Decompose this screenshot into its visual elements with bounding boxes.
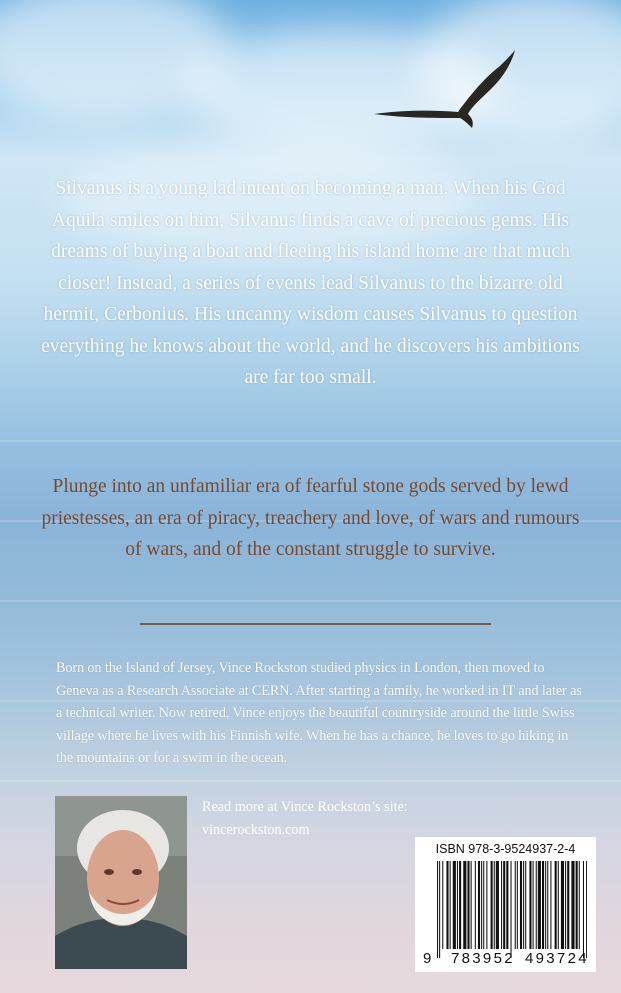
barcode-bar (565, 861, 566, 949)
barcode-bar (501, 861, 502, 949)
barcode-bar (494, 861, 495, 949)
barcode-bar (481, 861, 482, 949)
barcode-bar (576, 861, 578, 949)
barcode-bar (491, 861, 493, 949)
barcode-bar (538, 861, 541, 949)
barcode-bar (475, 861, 476, 949)
barcode-bar (486, 861, 487, 949)
barcode-bar (442, 861, 443, 949)
water-ripple (0, 780, 621, 782)
barcode-bar (561, 861, 564, 949)
water-ripple (0, 440, 621, 442)
barcode-bar (545, 861, 546, 949)
barcode-right-digits: 493724 (525, 950, 589, 966)
barcode-bar (542, 861, 544, 949)
author-website-link[interactable]: vincerockston.com (202, 822, 310, 838)
bird-icon (372, 48, 517, 130)
read-more (202, 796, 408, 842)
barcode-lead-digit: 9 (423, 950, 432, 966)
author-photo (55, 796, 187, 969)
author-bio: Born on the Island of Jersey, Vince Rockston studied physics in London, then moved to Geneva as a Research Associate at CERN. After starting a family, he worked in IT and later as a technical writer. Now retired, Vince enjoys the beautiful countryside around the little Swiss village where he lives with his Finnish wife. When he has a chance, he loves to go hiking in the mountains or for a swim in the ocean. (56, 660, 582, 767)
barcode-bar (515, 861, 516, 949)
barcode-bar (517, 861, 518, 949)
barcode-bar (579, 861, 580, 949)
barcode-bar (533, 861, 534, 949)
barcode-bar (523, 861, 524, 949)
barcode-bar (453, 861, 456, 949)
barcode-bar (483, 861, 484, 949)
barcode-bar (463, 861, 466, 949)
barcode-bar (439, 861, 440, 958)
barcode-bar (536, 861, 537, 949)
barcode-bar (583, 861, 584, 958)
barcode-bar (437, 861, 438, 958)
barcode-bar (525, 861, 526, 949)
barcode-bar (496, 861, 499, 949)
barcode-bar (450, 861, 451, 949)
barcode-bar (471, 861, 472, 949)
barcode-bar (520, 861, 522, 949)
barcode-bar (503, 861, 505, 949)
barcode-left-digits: 783952 (451, 950, 515, 966)
barcode-bar (558, 861, 559, 949)
read-more-label: Read more at Vince Rockston’s site: (202, 799, 408, 815)
barcode-bar (478, 861, 480, 949)
barcode-bar (567, 861, 569, 949)
barcode-bar (555, 861, 557, 949)
isbn-barcode (415, 837, 596, 972)
water-ripple (0, 600, 621, 602)
barcode-bar (547, 861, 548, 949)
divider (140, 623, 491, 625)
barcode-bar (446, 861, 448, 949)
barcode-bar (459, 861, 461, 949)
barcode-bar (586, 861, 587, 958)
barcode-bar (506, 861, 508, 949)
blurb-paragraph-1: Silvanus is a young lad intent on becoming a man. When his God Aquila smiles on him, Silvanus finds a cave of precious gems. His dreams of buying a boat and fleeing his island home are that much closer! Instead, a series of events lead Silvanus to the bizarre old hermit, Cerbonius. His uncanny wisdom causes Silvanus to question everything he knows about the world, and he discovers his ambitions are far too small. (41, 178, 580, 388)
barcode-bar (457, 861, 458, 949)
barcode-bars (437, 861, 587, 958)
isbn-label: ISBN 978-3-9524937-2-4 (435, 842, 576, 856)
blurb-paragraph-2: Plunge into an unfamiliar era of fearful stone gods served by lewd priestesses, an era of piracy, treachery and love, of wars and rumours of wars, and of the constant struggle to survive. (41, 476, 580, 560)
barcode-bar (467, 861, 469, 949)
barcode-digits (421, 948, 593, 966)
barcode-bar (550, 861, 551, 949)
barcode-bar (511, 861, 512, 958)
barcode-bar (571, 861, 574, 949)
barcode-bar (529, 861, 531, 949)
author-portrait-icon (55, 796, 187, 969)
